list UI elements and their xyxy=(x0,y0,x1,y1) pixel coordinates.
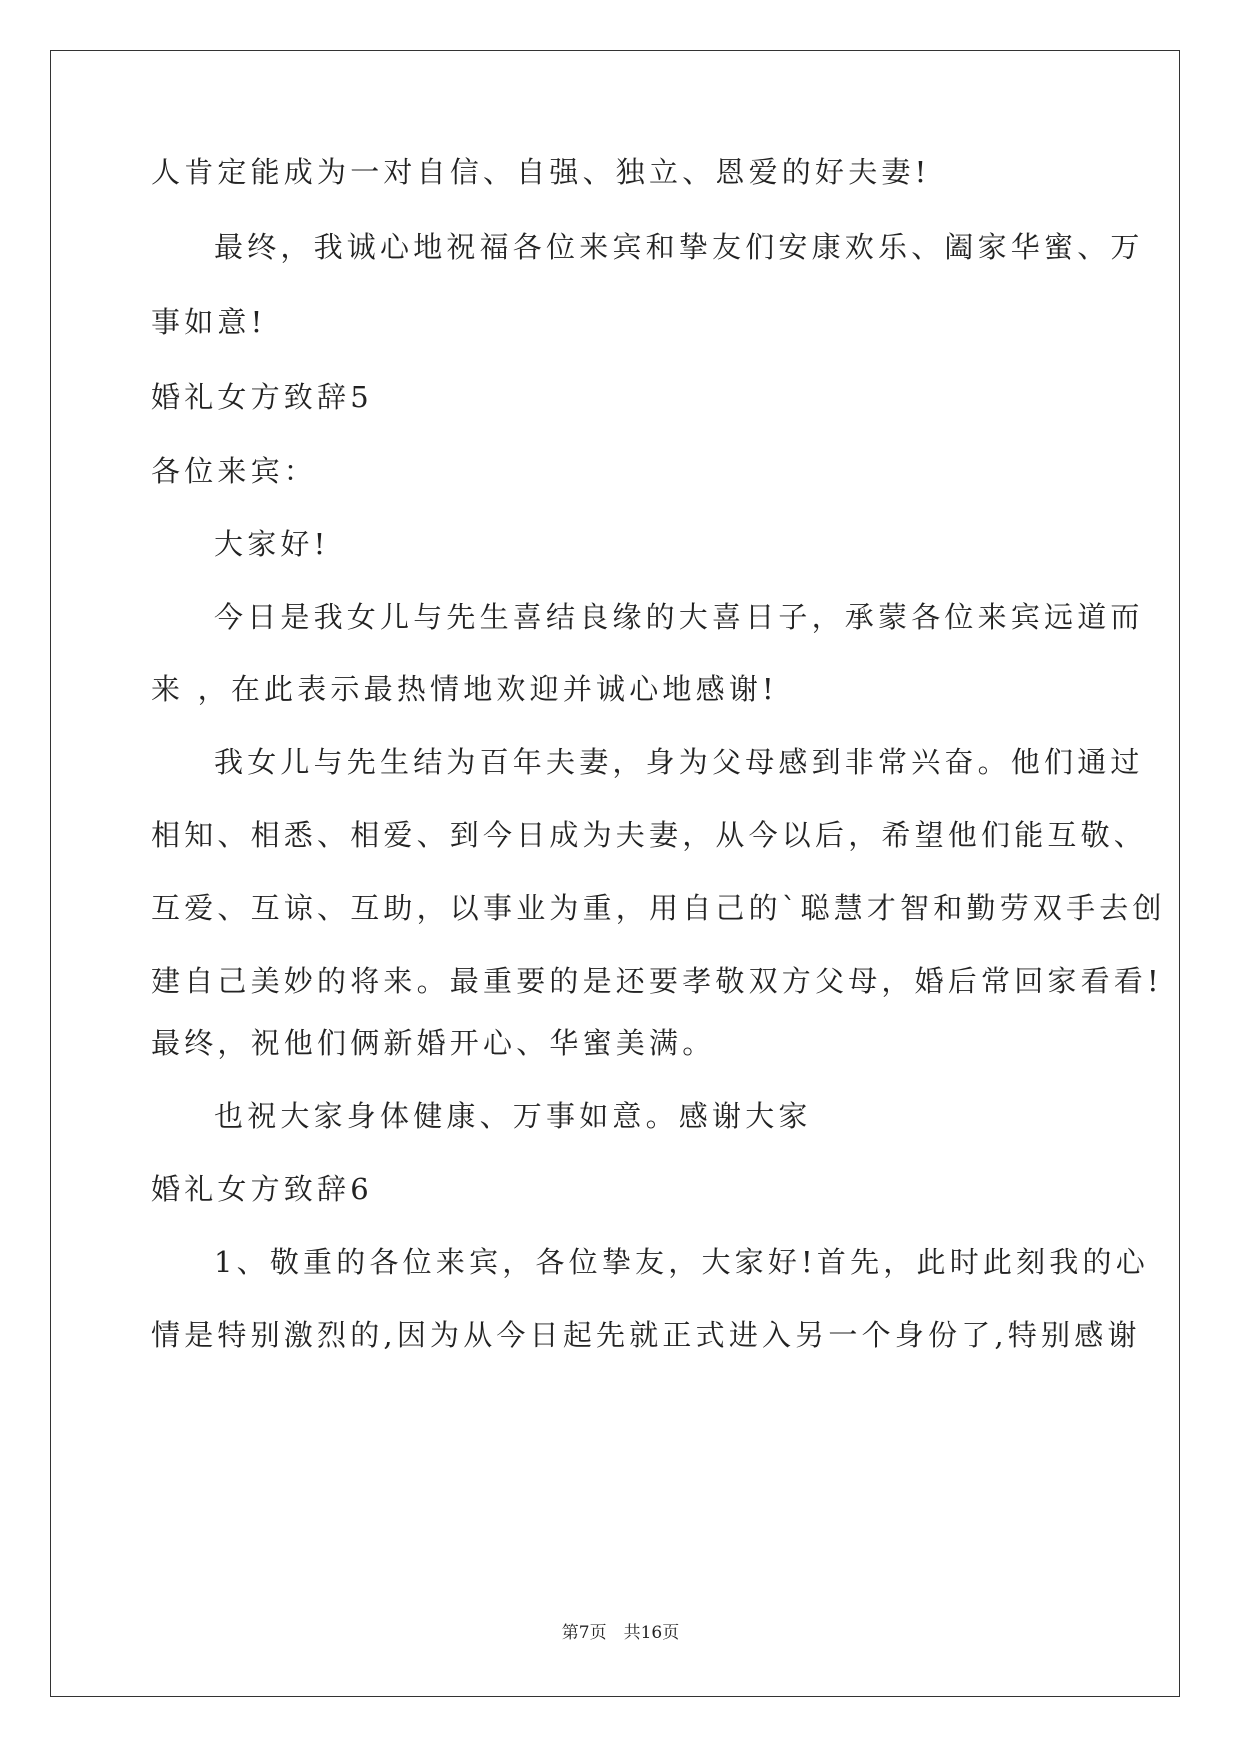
text-line: 相知、相悉、相爱、到今日成为夫妻，从今以后，希望他们能互敬、 xyxy=(151,818,1148,852)
page-footer: 第7页 共16页 xyxy=(561,1623,680,1643)
text-line: 人肯定能成为一对自信、自强、独立、恩爱的好夫妻! xyxy=(151,155,931,189)
text-line: 今日是我女儿与先生喜结良缘的大喜日子，承蒙各位来宾远道而 xyxy=(214,600,1144,634)
text-line: 情是特别激烈的,因为从今日起先就正式进入另一个身份了,特别感谢 xyxy=(151,1318,1141,1352)
text-line: 最终，我诚心地祝福各位来宾和挚友们安康欢乐、阖家华蜜、万 xyxy=(214,230,1144,264)
text-line: 建自己美妙的将来。最重要的是还要孝敬双方父母，婚后常回家看看! xyxy=(151,964,1163,998)
text-line: 来 ，在此表示最热情地欢迎并诚心地感谢! xyxy=(151,672,778,706)
section-heading: 婚礼女方致辞6 xyxy=(151,1172,373,1206)
text-line: 1、敬重的各位来宾，各位挚友，大家好!首先，此时此刻我的心 xyxy=(214,1245,1149,1279)
text-line: 最终，祝他们俩新婚开心、华蜜美满。 xyxy=(151,1026,716,1060)
text-line: 事如意! xyxy=(151,305,267,339)
page-border xyxy=(50,50,1180,1697)
text-line: 大家好! xyxy=(214,527,330,561)
section-heading: 婚礼女方致辞5 xyxy=(151,380,373,414)
text-line: 互爱、互谅、互助，以事业为重，用自己的`聪慧才智和勤劳双手去创 xyxy=(151,891,1166,925)
text-line: 也祝大家身体健康、万事如意。感谢大家 xyxy=(214,1099,812,1133)
salutation: 各位来宾： xyxy=(151,454,318,488)
text-line: 我女儿与先生结为百年夫妻，身为父母感到非常兴奋。他们通过 xyxy=(214,745,1144,779)
